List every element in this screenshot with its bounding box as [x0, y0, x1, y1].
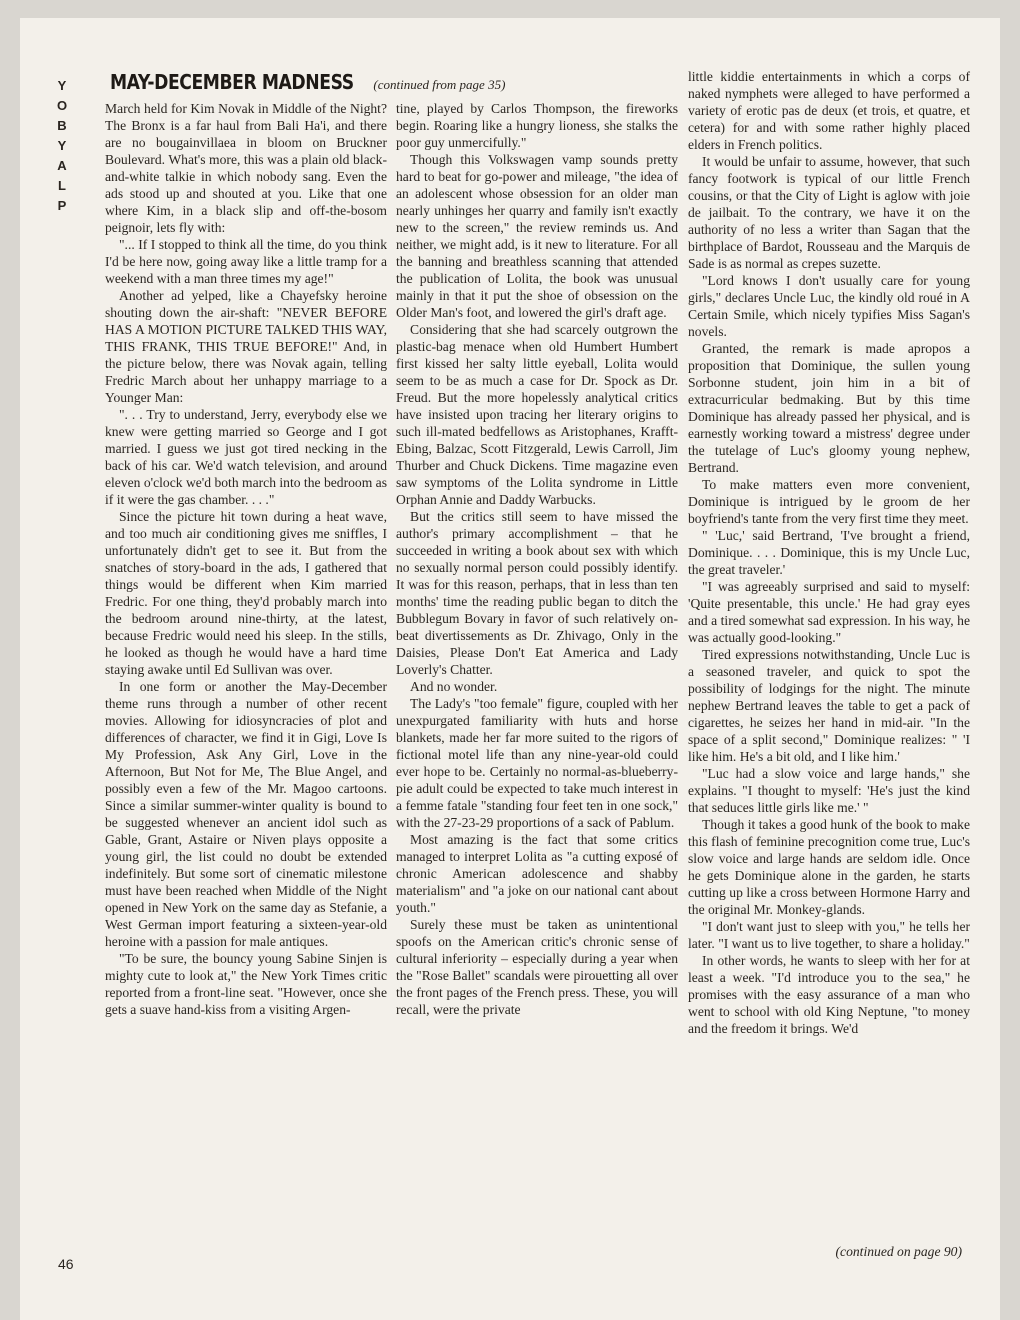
masthead-letter: L	[58, 178, 66, 193]
paragraph: In other words, he wants to sleep with her for at least a week. "I'd introduce you to the sea," he promises with the easy assurance of a man who went to school with old King Neptune, "to money and the freedom it brings. We'd	[688, 953, 970, 1036]
article-header	[110, 70, 505, 94]
masthead-letter: P	[57, 198, 67, 213]
text-column-2	[396, 100, 678, 1018]
paragraph: "Lord knows I don't usually care for young girls," declares Uncle Luc, the kindly old roué in A Certain Smile, which nicely typifies Miss Sagan's novels.	[688, 273, 970, 339]
paragraph: Surely these must be taken as unintentional spoofs on the American critic's chronic sense of cultural inferiority – especially during a year when the "Rose Ballet" scandals were pirouetting all over the front pages of the French press. These, you will recall, were the private	[396, 917, 678, 1017]
masthead-letter: Y	[57, 138, 67, 153]
continued-on-note: (continued on page 90)	[835, 1244, 962, 1259]
masthead-letter: B	[57, 118, 67, 133]
text-column-3	[688, 68, 970, 1037]
paragraph: "I don't want just to sleep with you," he tells her later. "I want us to live together, to share a holiday."	[688, 919, 970, 951]
paragraph: March held for Kim Novak in Middle of the Night? The Bronx is a far haul from Bali Ha'i, and there are no bougainvillaea in bloom on Bruckner Boulevard. What's more, this was a plain old black-and-white talkie in which nobody sang. Even the ads stood up and shouted at you. Like that one where Kim, in a black slip and off-the-bosom peignoir, lets fly with:	[105, 101, 387, 235]
magazine-page	[20, 18, 1000, 1320]
paragraph: "... If I stopped to think all the time, do you think I'd be here now, going away like a little tramp for a weekend with a man three times my age!"	[105, 237, 387, 286]
page-number: 46	[58, 1256, 74, 1272]
paragraph: little kiddie entertainments in which a corps of naked nymphets were alleged to have performed a variety of erotic pas de deux (et trois, et quatre, et cetera) for and with some rather highly placed elders in French politics.	[688, 69, 970, 152]
paragraph: "I was agreeably surprised and said to myself: 'Quite presentable, this uncle.' He had gray eyes and a tired somewhat sad expression. In his way, he was actually good-looking."	[688, 579, 970, 645]
continued-from-note: (continued from page 35)	[373, 77, 506, 92]
masthead-letter: Y	[57, 78, 67, 93]
paragraph: But the critics still seem to have missed the author's primary accomplishment – that he succeeded in writing a book about sex with which no sexually normal person could possibly identify. It was for this reason, perhaps, that in less than ten months' time the reading public began to ditch the Bubblegum Bovary in favor of such relatively on-beat divertissements as Dr. Zhivago, Only in the Daisies, Please Don't Eat America and Lady Loverly's Chatter.	[396, 509, 678, 677]
paragraph: tine, played by Carlos Thompson, the fireworks begin. Roaring like a hungry lioness, she stalks the poor guy unmercifully."	[396, 101, 678, 150]
masthead-letter: A	[57, 158, 67, 173]
paragraph: Tired expressions notwithstanding, Uncle Luc is a seasoned traveler, and quick to spot the possibility of lodgings for the night. The minute nephew Bertrand leaves the table to get a pack of cigarettes, he seizes her hand in mid-air. "In the space of a split second," Dominique realizes: " 'I like him. He's a bit old, and I like him.'	[688, 647, 970, 764]
paragraph: And no wonder.	[410, 679, 498, 694]
paragraph: "Luc had a slow voice and large hands," she explains. "I thought to myself: 'He's just the kind that seduces little girls like me.' "	[688, 766, 970, 815]
paragraph: Since the picture hit town during a heat wave, and too much air conditioning gives me sniffles, I unfortunately didn't get to see it. But from the snatches of story-board in the ads, I gathered that things would be different when Kim married Fredric. For one thing, they'd probably march into the bedroom around nine-thirty, at the latest, because Fredric would need his sleep. In the stills, he looked as though he would have a hard time staying awake until Ed Sullivan was over.	[105, 509, 387, 677]
paragraph: In one form or another the May-December theme runs through a number of other recent movies. Allowing for idiosyncracies of plot and differences of character, we find it in Gigi, Love Is My Profession, Ask Any Girl, Love in the Afternoon, But Not for Me, The Blue Angel, and possibly even a few of the Mr. Magoo cartoons. Since a similar summer-winter quality is bound to be suggested whenever an ancient idol such as Gable, Grant, Astaire or Niven plays opposite a young girl, the list could no doubt be extended indefinitely. But some sort of cinematic milestone must have been reached when Middle of the Night opened in New York on the same day as Stefanie, a West German import featuring a sixteen-year-old heroine with a passion for male antiques.	[105, 679, 387, 949]
article-title: MAY-DECEMBER MADNESS	[110, 70, 354, 94]
paragraph: Most amazing is the fact that some critics managed to interpret Lolita as "a cutting exposé of chronic American adolescence and shabby materialism" and "a joke on our national cant about youth."	[396, 832, 678, 915]
paragraph: Though it takes a good hunk of the book to make this flash of feminine precognition come true, Luc's slow voice and large hands are seldom idle. Once he gets Dominique alone in the garden, he starts cutting up like a cross between Hormone Harry and the original Mr. Monkey-glands.	[688, 817, 970, 917]
paragraph: Granted, the remark is made apropos a proposition that Dominique, the sullen young Sorbonne student, join him in a bit of extracurricular bedmaking. But by this time Dominique has already passed her physical, and is earnestly working toward a mistress' degree under the tutelage of Luc's gloomy young nephew, Bertrand.	[688, 341, 970, 475]
paragraph: It would be unfair to assume, however, that such fancy footwork is typical of our little French cousins, or that the City of Light is aglow with joie de jailbait. To the contrary, we have it on the authority of no less a writer than Sagan that the birthplace of Bardot, Rousseau and the Marquis de Sade is as normal as crepes suzette.	[688, 154, 970, 271]
text-column-1	[105, 100, 387, 1018]
paragraph: The Lady's "too female" figure, coupled with her unexpurgated familiarity with huts and horse blankets, made her far more suited to the rigors of fictional motel life than any nine-year-old could ever hope to be. Certainly no normal-as-blueberry-pie adult could be expected to take much interest in a femme fatale "standing four feet ten in one sock," with the 27-23-29 proportions of a sack of Pablum.	[396, 696, 678, 830]
paragraph: Another ad yelped, like a Chayefsky heroine shouting down the air-shaft: "NEVER BEFORE HAS A MOTION PICTURE TALKED THIS WAY, THIS FRANK, THIS TRUE BEFORE!" And, in the picture below, there was Novak again, telling Fredric March about her unhappy marriage to a Younger Man:	[105, 288, 387, 405]
paragraph: To make matters even more convenient, Dominique is intrigued by le groom de her boyfriend's tante from the very first time they meet.	[688, 477, 970, 526]
paragraph: "To be sure, the bouncy young Sabine Sinjen is mighty cute to look at," the New York Times critic reported from a front-line seat. "However, once she gets a suave hand-kiss from a visiting Argen-	[105, 951, 387, 1017]
paragraph: Considering that she had scarcely outgrown the plastic-bag menace when old Humbert Humbert first kissed her salty little eyeball, Lolita would seem to be as much a case for Dr. Spock as Dr. Freud. But the more hopelessly analytical critics have insisted upon tracing her literary origins to such ill-mated bedfellows as Aristophanes, Krafft-Ebing, Balzac, Scott Fitzgerald, Lewis Carroll, Jim Thurber and Chuck Dickens. Time magazine even saw symptoms of the Lolita syndrome in Little Orphan Annie and Daddy Warbucks.	[396, 322, 678, 507]
paragraph: ". . . Try to understand, Jerry, everybody else we knew were getting married so George and I got married. I guess we just got tired necking in the back of his car. We'd watch television, and around eleven o'clock we'd both march into the bedroom as if it were the gas chamber. . . ."	[105, 407, 387, 507]
paragraph: Though this Volkswagen vamp sounds pretty hard to beat for go-power and mileage, "the idea of an adolescent whose obsession for an older man nearly unhinges her quarry and family isn't exactly new to the screen," the review reminds us. And neither, we might add, is it new to literature. For all the banning and breathless scanning that attended the publication of Lolita, the book was unusual mainly in that it put the shoe of obsession on the Older Man's foot, and lowered the girl's draft age.	[396, 152, 678, 320]
paragraph: " 'Luc,' said Bertrand, 'I've brought a friend, Dominique. . . . Dominique, this is my Uncle Luc, the great traveler.'	[688, 528, 970, 577]
masthead-letter: O	[56, 98, 68, 113]
magazine-masthead-vertical	[54, 76, 70, 216]
